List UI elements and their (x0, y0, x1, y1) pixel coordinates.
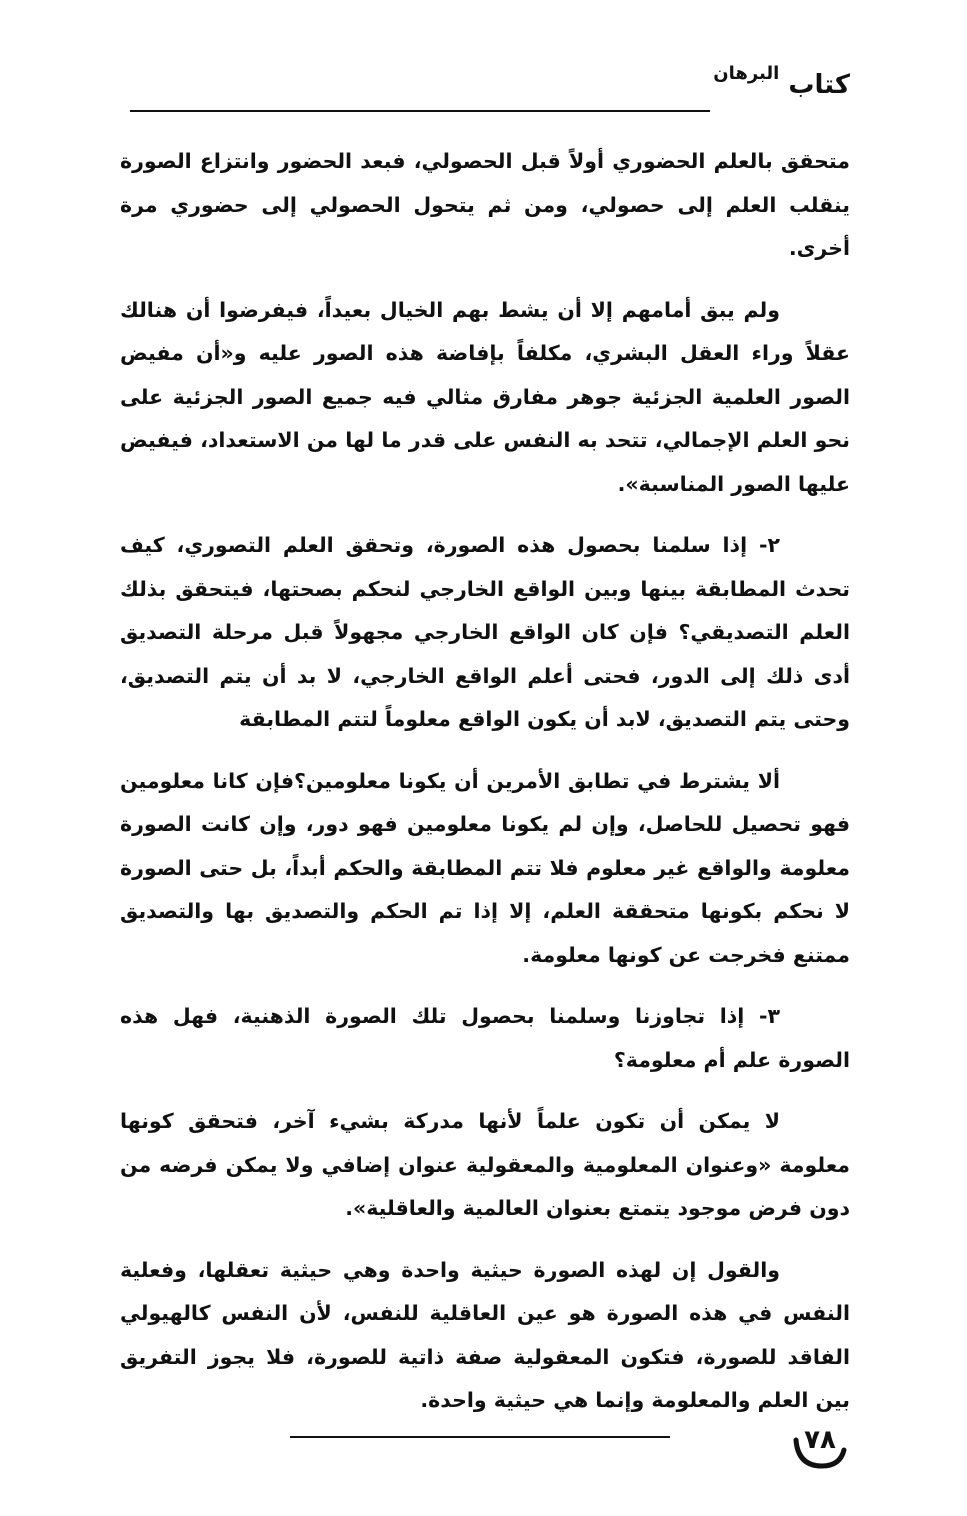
paragraph-1: متحقق بالعلم الحضوري أولاً قبل الحصولي، فبعد الحضور وانتزاع الصورة ينقلب العلم إلى حصولي، ومن ثم يتحول الحصولي إلى حضوري مرة أخرى. (120, 149, 850, 260)
running-header (130, 62, 850, 122)
paragraph-5: ٣- إذا تجاوزنا وسلمنا بحصول تلك الصورة الذهنية، فهل هذه الصورة علم أم معلومة؟ (120, 1004, 850, 1072)
book-title-logo (713, 63, 850, 100)
paragraph-2: ولم يبق أمامهم إلا أن يشط بهم الخيال بعيداً، فيفرضوا أن هنالك عقلاً وراء العقل البشري، مكلفاً بإفاضة هذه الصور عليه و«أن مفيض الصور العلمية الجزئية جوهر مفارق مثالي فيه جميع الصور الجزئية على نحو العلم الإجمالي، تتحد به النفس على قدر ما لها من الاستعداد، فيفيض عليها الصور المناسبة». (120, 297, 850, 496)
paragraph-3: ٢- إذا سلمنا بحصول هذه الصورة، وتحقق العلم التصوري، كيف تحدث المطابقة بينها وبين الواقع الخارجي لنحكم بصحتها، فيتحقق بذلك العلم التصديقي؟ فإن كان الواقع الخارجي مجهولاً قبل مرحلة التصديق أدى ذلك إلى الدور، فحتى أعلم الواقع الخارجي، لا بد أن يتم التصديق، وحتى يتم التصديق، لابد أن يكون الواقع معلوماً لتتم المطابقة (120, 533, 850, 731)
paragraph-4: ألا يشترط في تطابق الأمرين أن يكونا معلومين؟فإن كانا معلومين فهو تحصيل للحاصل، وإن لم يكونا معلومين فهو دور، وإن كانت الصورة معلومة والواقع غير معلوم فلا تتم المطابقة والحكم أبداً، بل حتى الصورة لا نحكم بكونها متحققة العلم، إلا إذا تم الحكم والتصديق بها والتصديق ممتنع فخرجت عن كونها معلومة. (120, 768, 850, 967)
logo-main-text: كتاب (788, 70, 850, 100)
page-body (120, 140, 850, 1441)
logo-sub-text: البرهان (713, 63, 780, 84)
page-number: ٧٨ (804, 1425, 836, 1455)
footer-rule (290, 1436, 670, 1438)
paragraph-6: لا يمكن أن تكون علماً لأنها مدركة بشيء آخر، فتحقق كونها معلومة «وعنوان المعلومية والمعقولية عنوان إضافي ولا يمكن فرضه من دون فرض موجود يتمتع بعنوان العالمية والعاقلية». (120, 1109, 850, 1220)
paragraph-7: والقول إن لهذه الصورة حيثية واحدة وهي حيثية تعقلها، وفعلية النفس في هذه الصورة هو عين العاقلية للنفس، لأن النفس كالهيولي الفاقد للصورة، فتكون المعقولية صفة ذاتية للصورة، فلا يجوز التفريق بين العلم والمعلومة وإنما هي حيثية واحدة. (120, 1257, 850, 1412)
header-rule (130, 110, 710, 112)
